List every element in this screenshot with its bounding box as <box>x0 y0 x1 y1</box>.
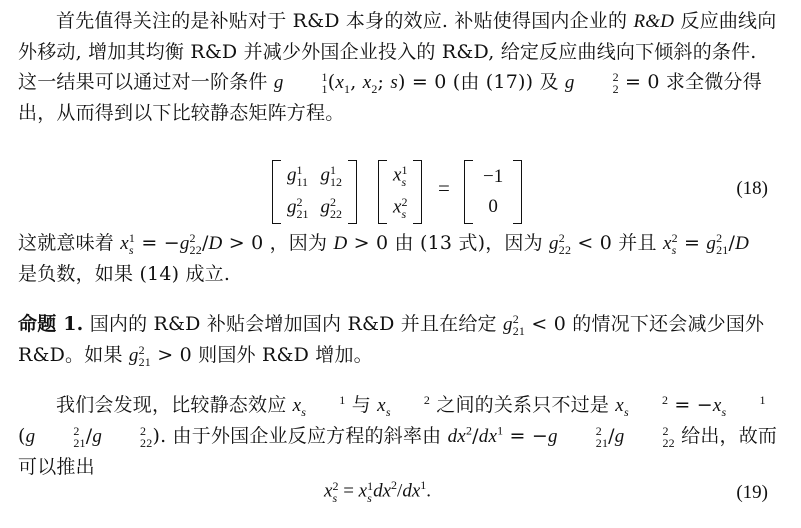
para1-text-2: 反应曲线向外移动, 增加其均衡 R&D 并减少外国企业投入的 R&D, 给定反应曲线向下倾斜的条件. 这一结果可以通过对一阶条件 <box>18 10 777 93</box>
equals-sign: = <box>438 176 450 200</box>
slope-formula: $dx^2/dx^1 = -g$ 2 21 /g 2 22 <box>447 423 675 450</box>
g21-positive: g 2 21 > 0 <box>128 343 192 369</box>
paragraph-2 <box>18 228 778 289</box>
xs2-formula: x 2 s = g 2 21 /D <box>662 231 750 257</box>
g22-negative: g 2 22 < 0 <box>549 231 613 257</box>
implication-formula: x 1 s = −g 2 22 /D > 0 <box>120 231 264 257</box>
equation-19 <box>0 480 801 512</box>
prop1-text-2: 的情况下还会减少国外 R&D。如果 <box>18 313 765 366</box>
equation-number-18: (18) <box>736 178 768 199</box>
para1-text-3: (由 (17)) 及 <box>446 71 565 93</box>
first-order-condition: g 1 1 ($x_1$, $x_2$; s) = 0 <box>273 70 447 96</box>
equation-18 <box>0 158 801 228</box>
g21-negative: g 2 21 < 0 <box>503 312 566 338</box>
prop1-text-1: 国内的 R&D 补贴会增加国内 R&D 并且在给定 <box>83 313 503 335</box>
paragraph-1 <box>18 6 778 128</box>
rhs-vector <box>464 160 522 224</box>
para2-text-2: ，因为 <box>263 232 334 254</box>
para3-text-4: . 由于外国企业反应方程的斜率由 <box>160 425 448 447</box>
para2-text-4: 并且 <box>618 232 663 254</box>
rhs-top: −1 <box>483 166 504 187</box>
proposition-1 <box>18 309 778 371</box>
xs2-term: x 2 s <box>377 393 431 419</box>
para3-text-5: 给出，故而可以推出 <box>18 425 778 478</box>
derivative-vector: x 1 s x 2 s <box>378 160 422 224</box>
para2-text-5: 是负数，如果 (14) 成立. <box>18 263 231 285</box>
para1-text-1: 首先值得关注的是补贴对于 R&D 本身的效应. 补贴使得国内企业的 <box>56 10 628 32</box>
equation-number-19: (19) <box>736 482 768 503</box>
proposition-label: 命题 1. <box>18 313 84 335</box>
para3-text-2: 与 <box>345 394 378 416</box>
second-condition: g 2 2 = 0 <box>564 70 660 96</box>
prop1-text-3: 则国外 R&D 增加。 <box>191 344 373 366</box>
para1-text-4: 求全微分得出，从而得到以下比较静态矩阵方程。 <box>18 71 762 124</box>
para1-rd-italic: R&D <box>633 11 675 32</box>
paragraph-3 <box>18 390 778 482</box>
equation-19-formula: x 2 s = x 1 $sdx^2/dx^1$. <box>324 478 431 505</box>
para3-text-1: 我们会发现，比较静态效应 <box>56 394 293 416</box>
para3-text-3: 之间的关系只不过是 <box>430 394 616 416</box>
d-positive: D > 0 <box>333 232 389 254</box>
rhs-bottom: 0 <box>488 196 498 217</box>
para2-text-1: 这就意味着 <box>18 232 121 254</box>
jacobian-matrix: g 1 11 g 1 12 g 2 21 g 2 22 <box>272 160 357 224</box>
xs1-term: x 1 s <box>292 393 346 419</box>
para2-text-3: 由 (13 式)，因为 <box>394 232 550 254</box>
relation-formula: x 2 s = −x 1 s(g 2 21 /g 2 22 ) <box>18 393 766 450</box>
